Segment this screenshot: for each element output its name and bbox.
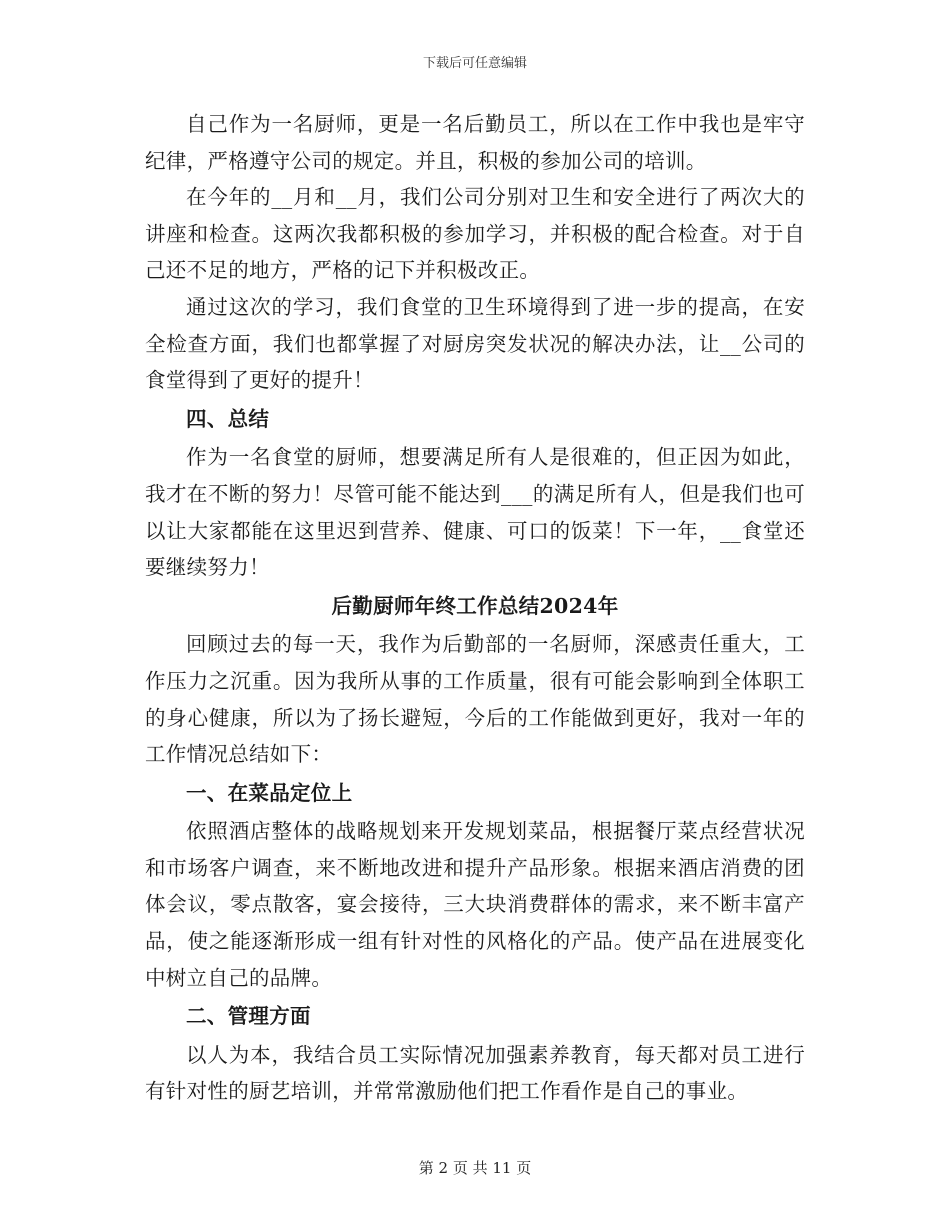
section-heading-management: 二、管理方面 (186, 1004, 311, 1029)
paragraph-improvement: 通过这次的学习，我们食堂的卫生环境得到了进一步的提高，在安全检查方面，我们也都掌握了对厨房突发状况的解决办法，让__公司的食堂得到了更好的提升！ (145, 294, 805, 393)
page-header: 下载后可任意编辑 (422, 56, 527, 71)
document-body (145, 106, 805, 1110)
page-footer: 第 2 页 共 11 页 (418, 1159, 532, 1177)
paragraph-discipline: 自己作为一名厨师，更是一名后勤员工，所以在工作中我也是牢守纪律，严格遵守公司的规定。并且，积极的参加公司的培训。 (145, 112, 805, 173)
paragraph-review: 回顾过去的每一天，我作为后勤部的一名厨师，深感责任重大，工作压力之沉重。因为我所从事的工作质量，很有可能会影响到全体职工的身心健康，所以为了扬长避短，今后的工作能做到更好，我对一年的工作情况总结如下： (145, 632, 805, 767)
document-title: 后勤厨师年终工作总结2024年 (331, 593, 619, 618)
paragraph-management: 以人为本，我结合员工实际情况加强素养教育，每天都对员工进行有针对性的厨艺培训，并常常激励他们把工作看作是自己的事业。 (145, 1042, 805, 1104)
paragraph-dish-positioning: 依照酒店整体的战略规划来开发规划菜品，根据餐厅菜点经营状况和市场客户调查，来不断地改进和提升产品形象。根据来酒店消费的团体会议，零点散客，宴会接待，三大块消费群体的需求，来不断丰富产品，使之能逐渐形成一组有针对性的风格化的产品。使产品在进展变化中树立自己的品牌。 (145, 819, 805, 990)
section-heading-summary: 四、总结 (186, 406, 270, 431)
paragraph-inspections: 在今年的__月和__月，我们公司分别对卫生和安全进行了两次大的讲座和检查。这两次我都积极的参加学习，并积极的配合检查。对于自己还不足的地方，严格的记下并积极改正。 (145, 185, 805, 283)
section-heading-dish-positioning: 一、在菜品定位上 (186, 780, 353, 805)
paragraph-summary: 作为一名食堂的厨师，想要满足所有人是很难的，但正因为如此，我才在不断的努力！尽管可能不能达到___的满足所有人，但是我们也可以让大家都能在这里迟到营养、健康、可口的饭菜！下一年，__食堂还要继续努力！ (145, 445, 805, 580)
